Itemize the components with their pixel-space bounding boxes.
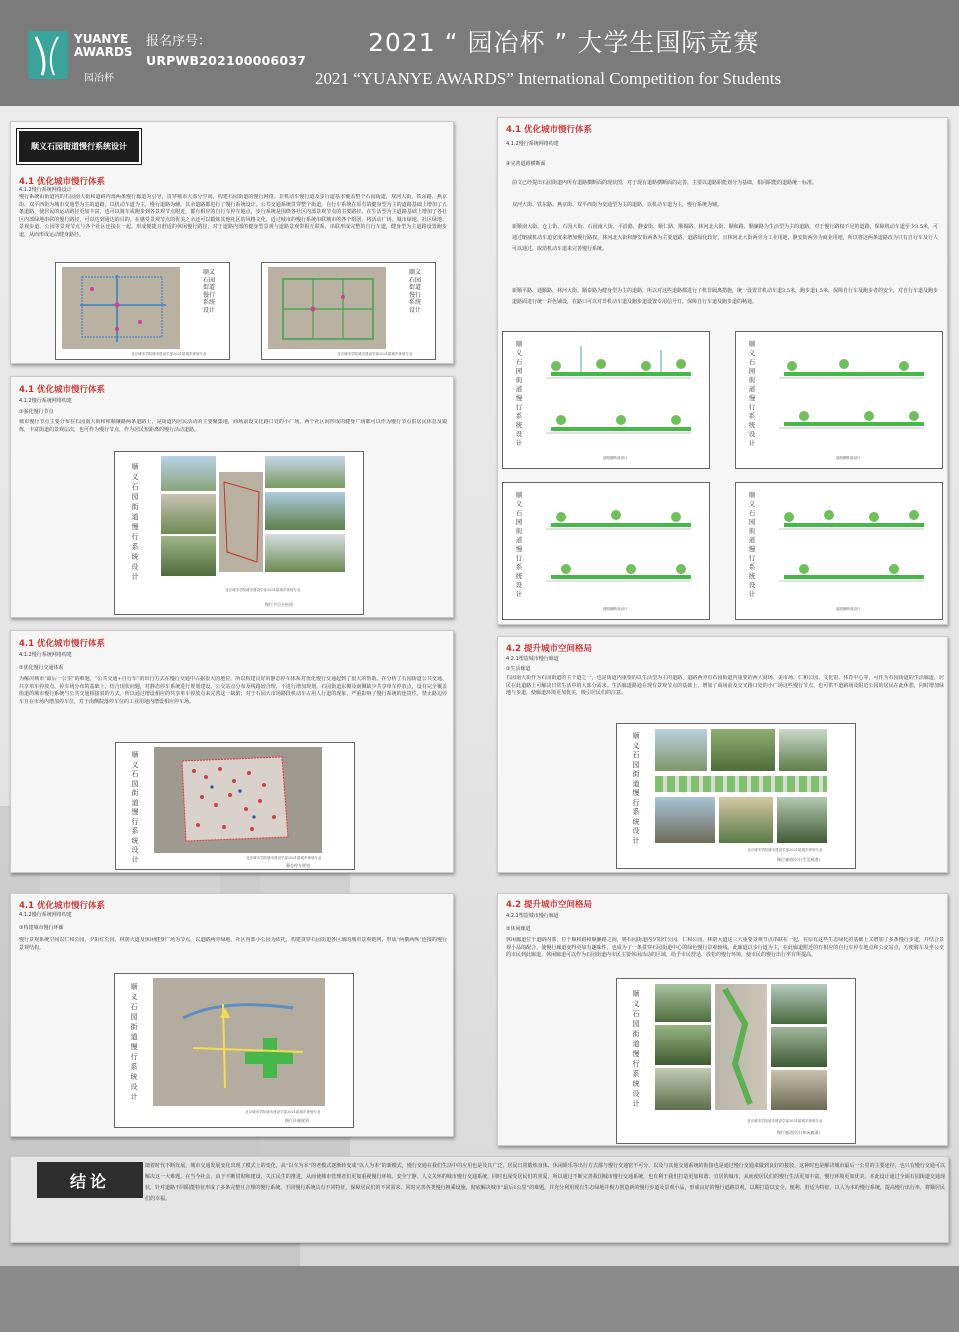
node-map: [219, 472, 263, 572]
conclusion-body: 随着时代不断发展，城市交通发展变化出现了模式上的变化，从“以车为本”的老模式逐渐转变成“以人为本”的新模式，慢行交通在我们生活中的应用也是及其广泛，居民日常锻炼身体、休闲娱乐等出行方式都与慢行交通密不可分，以及与其他交通系统的衔接也是通过慢行交通来做到良好的接驳，这种时也是解决城市最后一公里的主要途径，也只有慢行交通可以解决这一大难题。在当今社会，由于不断贯彻和建设、关注民生的推进，从而使城市管理者们更加重视慢行环境、安全宁静、人文关怀的城市慢行交通系统，同时也深受居民们的喜爱，所以通过不断完善我国城市慢行交通系统，也有利于我们打造更加和谐、宜居的城市，从而使居民们的慢行生活更加丰富，慢行环境更加优美。本此设计通过全面石园街道交通现状，针对道路不同职能特征形成了多条完整且合理的慢行系统，不同慢行系统具有不同特征，保障居民们的不同需求，同时完善各类慢行换乘设施，彻底解决城市“最后1公里”的难题，并充分利用现有生态绿地并极力创造新的慢行步道及景观小品，形成良好的慢行道路景观，以期打造以安全、便利、舒适为特征，以人为本的慢行系统，提高慢行出行率，将顺居民们的幸福。: [145, 1163, 945, 1202]
section-item: ①生活廊道: [506, 666, 531, 672]
section-subtitle: 4.1.2慢行系统网络设计: [19, 187, 72, 193]
network-map: [62, 267, 180, 349]
section-title: 4.1 优化城市慢行体系: [19, 177, 106, 187]
section-body: 休闲廊道位于道路内部，位于顺和路和顺廉路之间，将石园街道内夕阳红公园、仁和公园、林荫大道这三大重要景观节点串联在一起，在原有这些生态绿化的基础上又增加了多条慢行步道，并结合景观小品的配合，使慢行廊道变得更加有趣味性，也成为了一条贯穿石园街道中心的绿色慢行景观轴线。此廊道以步行道为主，在此廊道附近的有相应的自行车停车地点和公交站点，方便骑车及坐公交的市民到此廊道。休闲廊道可以作为石园街道内市民主要休闲活动的区域，给予市民舒适、放松的慢行环境，使市民的慢行出行率有所提高。: [506, 937, 944, 958]
section-body: 慢行景观系统空间以仁和公园、夕阳红公园、林荫大道及休闲健身广场为节点，以道路两旁绿地、社区内部小公园为依托，构建贯穿石园街道各区域的城市景观链网，形成“两横两纵”连接的慢行景观结构。: [19, 937, 447, 951]
network-map: [268, 267, 386, 349]
node-photo: [265, 456, 345, 488]
section-item: ②优化慢行交通体系: [19, 665, 64, 671]
drawing-sheet: [261, 262, 436, 360]
node-photo: [265, 492, 345, 530]
drawing-label: 道路横断面设计: [603, 456, 628, 460]
corridor-photo: [779, 729, 827, 771]
corridor-photo: [655, 1068, 711, 1110]
project-title: 顺义石园街道慢行系统设计: [31, 142, 127, 151]
sheet-caption: 北京城市学院城市建设学部2021届城乡规划专业: [131, 352, 207, 356]
project-title-box: [17, 129, 141, 164]
logo-mark-icon: [28, 31, 68, 79]
section-body: 新顺南大街、仓上街、石园大街、石园南大街、平沿路、静安街、顺仁路、顺揭路、林河北大街、顺和路、顺廉路为生活型为主的道路，对于慢行路权不足的道路，保障机动车道至少3.5米，可通过缩减机动车道宽度来增加慢行路权，林河北大街和静安街两条为主要道路，道路绿化较好，且林河北大街两旁为工业用地，静安街两旁为商业用地，所以将这两条道路改为只有自行车及行人可以通过，取消机动车道来完善慢行系统。: [512, 224, 938, 252]
section-item: ②休闲廊道: [506, 926, 531, 932]
competition-title-cn: 2021 “ 园冶杯 ” 大学生国际竞赛: [368, 28, 760, 57]
section-body: 前文已经提出石园街道内所有道路横断面的现状图，对于现有道路横断面的完善，主要以道路职能划分为基础，相同职能的道路统一标准。: [512, 180, 818, 186]
section-title: 4.2 提升城市空间格局: [506, 644, 593, 654]
panel-conclusion: [10, 1156, 949, 1243]
panel-leisure-corridor: [497, 893, 948, 1146]
section-drawing: [735, 331, 943, 469]
section-body: 石园南大街作为石园街道的主干道之一，也是街道内重要的以生活型为主的道路，道路两旁有石园街道内重要的两大商场、美市场、仁和公园、文化馆、休育中心等，可作为石园街道的生活廊道，居民在此道路上可解决日常生活中的大部分需求。生活廊道路通在现有景观节点的基础上，增加了商场前及交叉路口处的小广场这些慢行节点，也可供不道路场及附近公园的居民在此休憩，同时增加绿地与步道，使廊道环境更加优美，吸引居民们的注意。: [506, 675, 944, 696]
section-body: 新顺平路、通顺路、林河大街、顺泰路为健身型为主的道路，所以对这些道路都进行了机非隔离措施，统一设置非机动车道3.5米，跑步道1.5米，保障自行车及跑步者的安全，对自行车道及跑步道路面进行统一彩色铺设，在路口可以对非机动车道及跑步道设置专用信号灯，保障自行车道及跑步道的畅通。: [512, 288, 938, 305]
corridor-photo: [771, 1027, 827, 1067]
sheet-vertical-title: 顺义石园街道慢行系统设计: [515, 491, 523, 598]
section-title: 4.1 优化城市慢行体系: [506, 125, 593, 135]
corridor-photo: [777, 797, 827, 843]
section-subtitle: 4.1.2慢行系统网络构建: [19, 398, 72, 404]
section-drawing: [502, 331, 710, 469]
section-title: 4.1 优化城市慢行体系: [19, 385, 106, 395]
corridor-photo: [655, 1025, 711, 1065]
section-title: 4.1 优化城市慢行体系: [19, 901, 106, 911]
section-item: ③构建城市慢行环廊: [19, 925, 64, 931]
section-drawing: [502, 482, 710, 620]
sheet-vertical-title: 顺义石园街道慢行系统设计: [632, 732, 640, 845]
corridor-photo: [771, 1070, 827, 1110]
drawing-label: 道路横断面设计: [836, 456, 861, 460]
section-body: 城市慢行节点主要分布在石园南大街和和顺廉路两条道路上，是街道内居民活动的主要聚集地，商场前设文化路口处的小广场，两个社区间形成的健身广场都可以作为慢行节点供居民休息及锻炼，丰富街道的景观层次，也可作为慢行节点，作为居民短距离的慢行活动道路。: [19, 419, 447, 433]
conclusion-label-text: 结论: [69, 1171, 110, 1191]
section-subtitle: 4.1.2慢行系统网络构建: [506, 141, 559, 147]
sheet-caption: 北京城市学院城市建设学部2021届城乡规划专业: [747, 1119, 823, 1123]
sheet-caption: 北京城市学院城市建设学部2021届城乡规划专业: [246, 856, 322, 860]
node-photo: [161, 536, 216, 576]
drawing-label: 慢行节点分析图: [265, 602, 293, 607]
sheet-vertical-title: 顺义石园街道慢行系统设计: [131, 463, 139, 581]
corridor-photo: [655, 729, 707, 771]
poster-header: [0, 0, 959, 106]
drawing-label: 道路横断面设计: [836, 607, 861, 611]
drawing-label: 慢行廊道设计(休闲廊道): [777, 1130, 821, 1135]
section-body: 为解决城市“最后一公里”的难题，“公共交通+自行车”的出行方式在慢行交通中占据很大的地位，所以构建良好的静态停车体系对优化慢行交通起到了很大的帮助。在分析了石园街道公共交通、共享单车停放点、停车场分布的基础上，结合现状问题，对静态停车系统进行规划建设。公交站点分布及线路较合理，不进行增加规划，石园街道东侧及南侧缺少共享单车停放点，设有完全覆盖街道的城市慢行系统与公共交通相接驳的方式，所以通过增设相应的共享单车停放点来完善这一缺陷；对于石园大市场路段机动车占用人行道的现象，严重影响了慢行系统的连贯性，禁止路边停车且在市场内增加停车位，对于南侧院落停车位的工业用地内增设相应停车场。: [19, 676, 447, 705]
panel-slow-nodes: [10, 376, 454, 618]
logo-cn: 园冶杯: [84, 73, 114, 84]
node-photo: [161, 494, 216, 534]
panel-road-section: [497, 117, 948, 625]
logo-text: YUANYE AWARDS: [74, 32, 133, 59]
corridor-photo: [655, 797, 715, 843]
yuanye-awards-logo: [28, 31, 134, 83]
registration-number: URPWB202100006037: [146, 53, 307, 68]
corridor-photo: [655, 984, 711, 1022]
drawing-sheet: [114, 973, 354, 1128]
sheet-vertical-title: 顺义石园街道慢行系统设计: [203, 269, 216, 314]
corridor-map: [153, 978, 325, 1106]
sheet-caption: 北京城市学院城市建设学部2021届城乡规划专业: [747, 848, 823, 852]
section-item: ④完善道路横断面: [506, 161, 546, 167]
section-subtitle: 4.1.2慢行系统网络构建: [19, 652, 72, 658]
sheet-caption: 北京城市学院城市建设学部2021届城乡规划专业: [225, 588, 301, 592]
corridor-photo: [771, 984, 827, 1024]
panel-network-design: [10, 121, 454, 364]
node-photo: [161, 456, 216, 491]
section-body: 双河大街、铁东路、燕京街、双平西街为交通型为主的道路，以机动车道为主，慢行系统为辅。: [512, 202, 723, 208]
sheet-vertical-title: 顺义石园街道慢行系统设计: [748, 340, 756, 447]
sheet-vertical-title: 顺义石园街道慢行系统设计: [409, 269, 422, 314]
conclusion-label: [37, 1162, 143, 1198]
drawing-sheet: [616, 978, 856, 1144]
section-item: ①强化慢行节点: [19, 409, 54, 415]
drawing-sheet: [115, 742, 355, 870]
drawing-sheet: [114, 451, 364, 615]
sheet-vertical-title: 顺义石园街道慢行系统设计: [130, 983, 138, 1101]
panel-living-corridor: [497, 636, 948, 873]
section-subtitle: 4.2.1塑造城市慢行廊道: [506, 913, 559, 919]
panel-slow-corridor: [10, 893, 454, 1137]
section-drawing: [735, 482, 943, 620]
panel-traffic-system: [10, 630, 454, 873]
section-body: 慢行系统由街道内的石园南大街和道路内部两条慢行廊道为引导，贯穿城市大部分空间，构建石园街道的慢行网络。非机动车慢行道及步行道基本覆盖整个石园街道，双河大街、铁东路、燕京街、双平西街为城市交通型为主的道路，以机动车道为主，慢行道路为辅，其余道路都进行了慢行系统设计。公共交通系统贯穿整个街道，自行车系统在原有的健身型为主的道路基础上增加了五条道路，使居民的运动路径更加丰富，也可以骑车或跑步到各景观节点附近，都有相应的自行车停车地点，步行系统是围绕各社区内部景观节点的主要路径，在生活型为主道路基础上增加了各社区内部绿地串联的慢行路径，可以达到通达的目的。在感受景观节点的优美之余还可以锻炼其他社区的风格文化。近过城市的慢行系统串联城市的各个组团，将活动广场、城市绿地、社区绿地、景观步道、公园等景观节点与各个社区连接在一起，形成便捷且舒适的休闲慢行路径，对于道路内部的健身型景观与道路景观带相互联系，串联形成完整的自行车道，健身型为主道路设置跑步道，从而形成运动健身路径。: [19, 194, 447, 238]
bottom-band: [0, 1266, 959, 1332]
sheet-vertical-title: 顺义石园街道慢行系统设计: [131, 751, 139, 864]
drawing-label: 静态停车规划: [286, 863, 310, 868]
registration-label: 报名序号：: [146, 34, 212, 49]
section-title: 4.1 优化城市慢行体系: [19, 639, 106, 649]
sheet-caption: 北京城市学院城市建设学部2021届城乡规划专业: [337, 352, 413, 356]
sheet-vertical-title: 顺义石园街道慢行系统设计: [748, 491, 756, 598]
node-photo: [265, 534, 345, 572]
corridor-plan: [715, 984, 767, 1110]
drawing-sheet: [616, 723, 856, 869]
corridor-photo: [711, 729, 775, 771]
competition-title-en: 2021 “YUANYE AWARDS” International Competition for Students: [315, 69, 782, 88]
parking-map: [154, 747, 322, 853]
corridor-plan: [655, 776, 827, 792]
sheet-vertical-title: 顺义石园街道慢行系统设计: [515, 340, 523, 447]
section-title: 4.2 提升城市空间格局: [506, 900, 593, 910]
drawing-label: 慢行廊道设计(生活廊道): [777, 857, 821, 862]
drawing-label: 慢行环廊规划: [285, 1118, 309, 1123]
section-subtitle: 4.2.1塑造城市慢行廊道: [506, 656, 559, 662]
drawing-label: 道路横断面设计: [603, 607, 628, 611]
drawing-sheet: [55, 262, 230, 360]
sheet-caption: 北京城市学院城市建设学部2021届城乡规划专业: [245, 1110, 321, 1114]
section-subtitle: 4.1.2慢行系统网络构建: [19, 912, 72, 918]
corridor-photo: [719, 797, 773, 843]
sheet-vertical-title: 顺义石园街道慢行系统设计: [632, 990, 640, 1108]
